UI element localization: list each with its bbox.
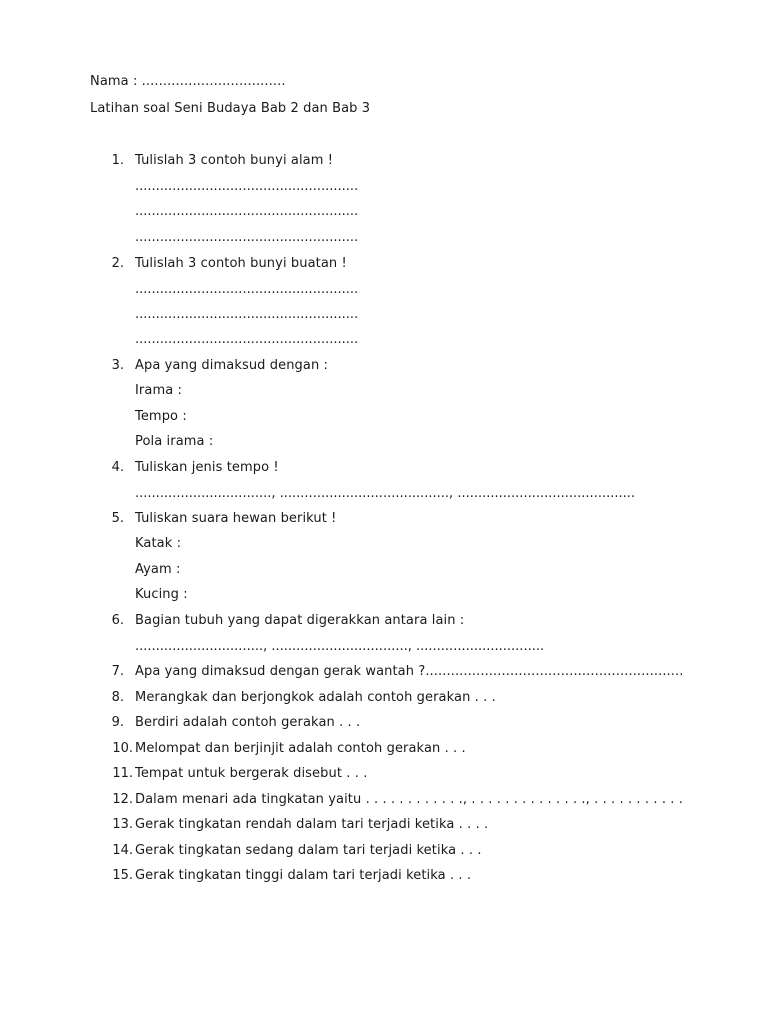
answer-label: Katak :: [135, 536, 182, 551]
worksheet-title: Latihan soal Seni Budaya Bab 2 dan Bab 3: [90, 101, 371, 116]
question-text: Apa yang dimaksud dengan :: [135, 358, 329, 373]
question-text: Tempat untuk bergerak disebut . . .: [135, 766, 368, 781]
answer-line: ..............................., ................................., ...............................: [135, 639, 545, 654]
answer-line: ......................................................: [135, 204, 359, 219]
question-number: 11.: [112, 766, 133, 781]
answer-line: ......................................................: [135, 179, 359, 194]
question-number: 5.: [111, 511, 124, 526]
question-number: 1.: [111, 153, 124, 168]
question-number: 12.: [112, 792, 133, 807]
answer-label: Tempo :: [135, 409, 187, 424]
question-number: 14.: [112, 843, 133, 858]
question-number: 7.: [111, 664, 124, 679]
answer-line: ......................................................: [135, 282, 359, 297]
question-text: Tulislah 3 contoh bunyi buatan !: [135, 256, 347, 271]
question-number: 2.: [111, 256, 124, 271]
question-number: 15.: [112, 868, 133, 883]
answer-line: ......................................................: [135, 332, 359, 347]
question-text: Gerak tingkatan tinggi dalam tari terjadi ketika . . .: [135, 868, 472, 883]
answer-line: ......................................................: [135, 307, 359, 322]
question-number: 4.: [111, 460, 124, 475]
answer-label: Ayam :: [135, 562, 181, 577]
answer-line: ......................................................: [135, 230, 359, 245]
question-number: 6.: [111, 613, 124, 628]
question-text: Tuliskan suara hewan berikut !: [135, 511, 337, 526]
question-number: 10.: [112, 741, 133, 756]
question-text: Merangkak dan berjongkok adalah contoh gerakan . . .: [135, 690, 496, 705]
answer-label: Kucing :: [135, 587, 188, 602]
question-text: Bagian tubuh yang dapat digerakkan antara lain :: [135, 613, 465, 628]
question-number: 8.: [111, 690, 124, 705]
answer-line: ................................., ........................................., ...........................................: [135, 486, 636, 501]
question-number: 3.: [111, 358, 124, 373]
question-text: Berdiri adalah contoh gerakan . . .: [135, 715, 361, 730]
question-text: Melompat dan berjinjit adalah contoh gerakan . . .: [135, 741, 466, 756]
question-number: 13.: [112, 817, 133, 832]
name-field-line: Nama : ..................................: [90, 74, 286, 89]
question-text: Gerak tingkatan sedang dalam tari terjadi ketika . . .: [135, 843, 482, 858]
question-number: 9.: [111, 715, 124, 730]
question-text: Tulislah 3 contoh bunyi alam !: [135, 153, 334, 168]
question-text: Tuliskan jenis tempo !: [135, 460, 279, 475]
answer-label: Irama :: [135, 383, 182, 398]
question-text: Gerak tingkatan rendah dalam tari terjadi ketika . . . .: [135, 817, 489, 832]
question-text: Apa yang dimaksud dengan gerak wantah ?.............................................................: [135, 664, 684, 679]
answer-label: Pola irama :: [135, 434, 214, 449]
question-text: Dalam menari ada tingkatan yaitu . . . . . . . . . . . ., . . . . . . . . . . . . . ., . . . . . . . . . . .: [135, 792, 683, 807]
